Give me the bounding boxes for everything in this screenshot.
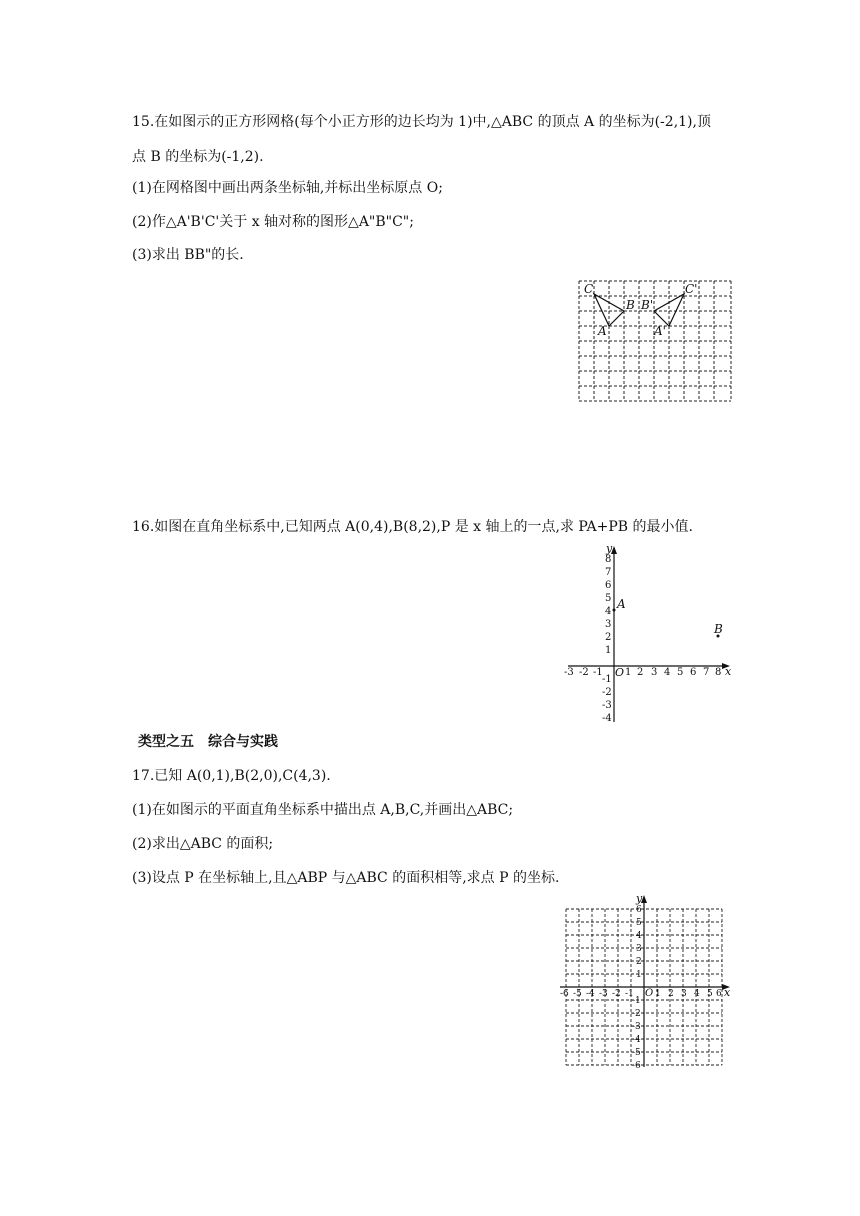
x-tick: 1 [655, 989, 661, 999]
y-tick: 4 [605, 606, 612, 617]
x-tick: 4 [694, 989, 700, 999]
label-c: C [584, 282, 594, 296]
y-tick: 4 [636, 931, 642, 941]
q15-stem-line1: 15.在如图示的正方形网格(每个小正方形的边长均为 1)中,△ABC 的顶点 A 的坐标为(-2,1),顶 [132, 114, 711, 130]
q17-stem: 17.已知 A(0,1),B(2,0),C(4,3). [132, 768, 331, 784]
y-tick: 6 [605, 580, 612, 591]
point-b-label: B [714, 622, 723, 636]
y-tick: -2 [602, 687, 612, 698]
y-tick: 3 [605, 619, 612, 630]
q17-part2: (2)求出△ABC 的面积; [132, 836, 274, 852]
origin-label: O [615, 666, 625, 679]
y-tick-labels [602, 554, 612, 724]
y-tick: 5 [605, 593, 612, 604]
y-tick: 5 [636, 918, 642, 928]
x-axis-label: x [724, 986, 731, 999]
y-tick: -3 [632, 1022, 641, 1032]
label-b: B [626, 298, 635, 312]
x-tick: 6 [690, 667, 697, 678]
q17-coordinate-grid [556, 893, 736, 1069]
x-tick: -2 [579, 667, 589, 678]
x-tick: -6 [560, 989, 569, 999]
x-tick: -1 [593, 667, 603, 678]
x-tick: 3 [681, 989, 687, 999]
x-tick: -1 [625, 989, 634, 999]
y-tick: -6 [632, 1061, 641, 1071]
y-tick: 7 [605, 567, 612, 578]
y-tick: 2 [636, 957, 642, 967]
label-c-prime: C' [685, 282, 698, 296]
point-a-dot [613, 609, 616, 612]
y-axis-label: y [636, 892, 643, 905]
y-tick: 8 [605, 554, 612, 565]
x-tick: 7 [703, 667, 710, 678]
y-tick: -5 [632, 1048, 641, 1058]
y-tick-labels [632, 905, 642, 1071]
q15-part2: (2)作△A'B'C'关于 x 轴对称的图形△A"B"C"; [132, 214, 414, 230]
section-heading: 类型之五 综合与实践 [138, 734, 278, 750]
q15-part3: (3)求出 BB"的长. [132, 247, 244, 263]
x-tick-labels [564, 667, 721, 678]
q16-coordinate-figure [562, 540, 734, 724]
y-tick: -4 [602, 713, 612, 724]
x-tick: 1 [625, 667, 632, 678]
y-tick: -1 [632, 996, 641, 1006]
y-tick: -2 [632, 1009, 641, 1019]
q17-part1: (1)在如图示的平面直角坐标系中描出点 A,B,C,并画出△ABC; [132, 802, 514, 818]
x-tick: 6 [716, 989, 722, 999]
point-a-label: A [617, 597, 626, 611]
x-axis-label: x [725, 665, 732, 678]
q15-stem-line2: 点 B 的坐标为(-1,2). [132, 149, 264, 165]
y-tick: 1 [605, 645, 612, 656]
y-tick: 1 [636, 970, 642, 980]
label-a: A [598, 324, 607, 338]
y-tick: 6 [636, 905, 642, 915]
x-tick: -2 [612, 989, 621, 999]
x-tick: 5 [707, 989, 713, 999]
x-tick: -4 [586, 989, 595, 999]
q15-grid-figure [578, 280, 733, 402]
x-tick: 5 [677, 667, 684, 678]
x-tick: -5 [573, 989, 582, 999]
y-tick: -4 [632, 1035, 641, 1045]
x-tick: 3 [651, 667, 658, 678]
x-tick: 4 [664, 667, 671, 678]
y-tick: -1 [602, 674, 612, 685]
y-tick: 3 [636, 944, 642, 954]
y-tick: -3 [602, 700, 612, 711]
x-tick: -3 [564, 667, 574, 678]
q16-stem: 16.如图在直角坐标系中,已知两点 A(0,4),B(8,2),P 是 x 轴上的一点,求 PA+PB 的最小值. [132, 519, 693, 535]
label-a-prime: A' [654, 324, 666, 338]
x-tick: 8 [715, 667, 722, 678]
y-tick: 2 [605, 632, 612, 643]
origin-label: O [645, 988, 654, 999]
x-tick-labels [560, 989, 722, 999]
x-tick: -3 [599, 989, 608, 999]
q17-part3: (3)设点 P 在坐标轴上,且△ABP 与△ABC 的面积相等,求点 P 的坐标. [132, 870, 560, 886]
q15-part1: (1)在网格图中画出两条坐标轴,并标出坐标原点 O; [132, 180, 443, 196]
x-tick: 2 [637, 667, 644, 678]
label-b-prime: B' [641, 298, 654, 312]
x-tick: 2 [668, 989, 674, 999]
y-axis-label: y [606, 542, 613, 555]
